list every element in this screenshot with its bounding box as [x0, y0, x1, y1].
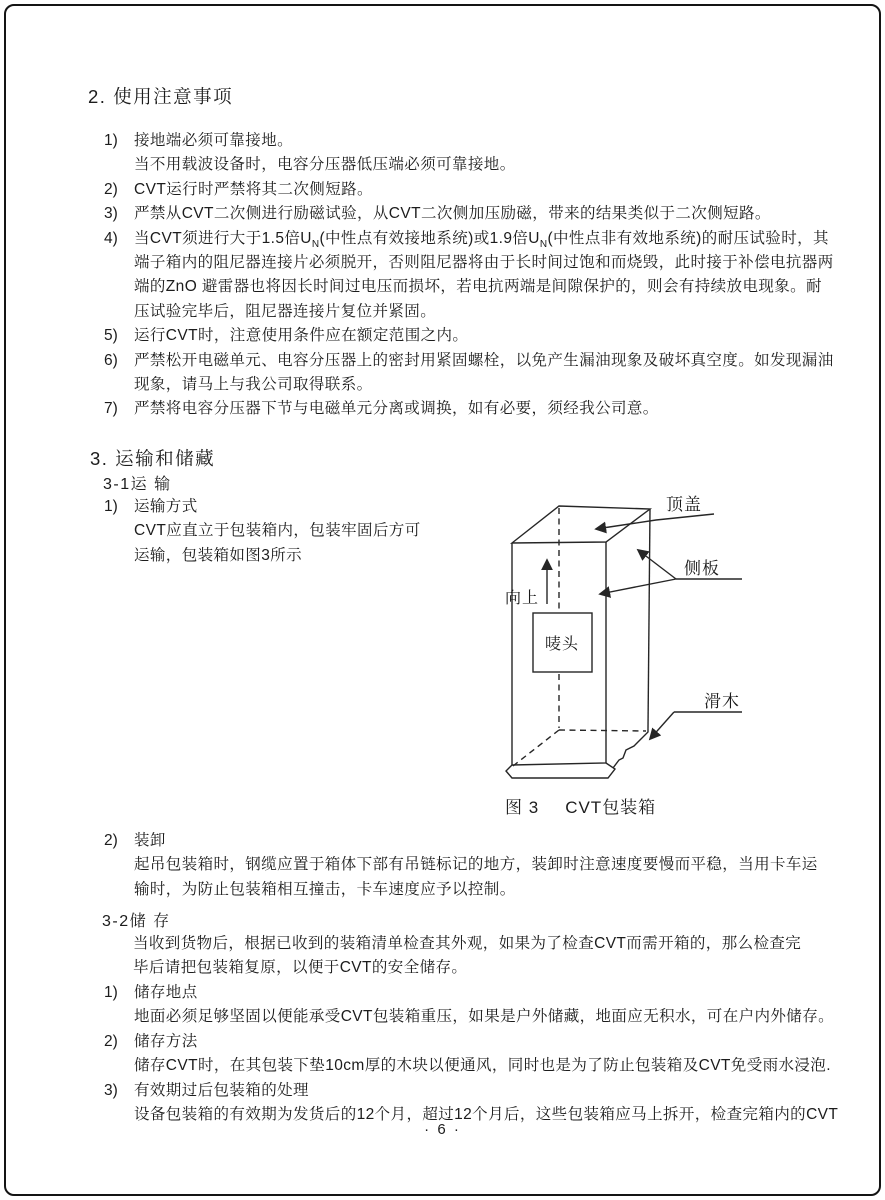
- item-number: 2): [104, 832, 118, 849]
- item-body: [134, 349, 834, 398]
- item-number: 3): [104, 1081, 118, 1099]
- item-body: [134, 397, 659, 421]
- figure-label-upward: 向上: [505, 590, 540, 607]
- item-number: 1): [104, 984, 118, 1001]
- leader-side-panel-2: [600, 579, 676, 594]
- list-item: [104, 397, 834, 421]
- transport-method-item: [104, 495, 421, 568]
- item-number: 5): [104, 327, 118, 345]
- hidden-edge-bottom-back: [559, 730, 646, 731]
- item-number: 7): [104, 400, 118, 418]
- item-body: [134, 495, 421, 568]
- hidden-edge-bottom-left: [513, 730, 559, 766]
- item-line: 接地端必须可靠接地。: [134, 132, 294, 149]
- item-body: [134, 324, 468, 348]
- list-item: [104, 981, 838, 1030]
- item-line: 储存方法: [134, 1032, 198, 1050]
- list-item: [104, 495, 421, 568]
- item-number: 2): [104, 180, 118, 198]
- item-line: 输时，为防止包装箱相互撞击，卡车速度应予以控制。: [134, 880, 516, 898]
- item-number: 3): [104, 205, 118, 223]
- item-body: [134, 227, 834, 325]
- item-line: 当CVT须进行大于1.5倍$U_N$(中性点有效接地系统)或1.9倍$U_N$(中性点非有效地系统)的耐压试验时，其: [134, 229, 829, 250]
- page-number: · 6 ·: [424, 1121, 461, 1138]
- item-line: 储存CVT时，在其包装下垫10cm厚的木块以便通风，同时也是为了防止包装箱及CVT免受雨水浸泡.: [134, 1057, 831, 1075]
- item-line: 现象，请马上与我公司取得联系。: [134, 375, 373, 393]
- item-line: 地面必须足够坚固以便能承受CVT包装箱重压，如果是户外储藏，地面应无积水，可在户内外储存。: [134, 1008, 835, 1026]
- section-3-1-heading: 3-1运 输: [103, 476, 172, 493]
- item-number: 4): [104, 229, 118, 247]
- figure-packing-box: [460, 486, 830, 796]
- section-2-heading: 2. 使用注意事项: [88, 86, 234, 107]
- loading-unloading-item: [104, 829, 818, 902]
- section-3-heading: 3. 运输和储藏: [90, 448, 216, 469]
- storage-intro-line: 毕后请把包装箱复原，以便于CVT的安全储存。: [133, 959, 468, 977]
- item-line: 严禁从CVT二次侧进行励磁试验，从CVT二次侧加压励磁，带来的结果类似于二次侧短路。: [134, 205, 771, 223]
- figure-caption: [505, 793, 656, 818]
- item-body: [134, 981, 834, 1030]
- item-line: 运行CVT时，注意使用条件应在额定范围之内。: [134, 327, 469, 345]
- item-line: 端子箱内的阻尼器连接片必须脱开，否则阻尼器将由于长时间过饱和而烧毁，此时接于补偿电抗器两: [134, 253, 834, 271]
- item-body: [134, 1030, 831, 1079]
- figure-caption-number: 图 3: [505, 798, 540, 817]
- figure-label-top-cover: 顶盖: [666, 495, 702, 514]
- leader-skid: [650, 712, 674, 739]
- figure-label-skid: 滑木: [704, 692, 740, 711]
- list-item: [104, 129, 834, 178]
- storage-intro: [133, 932, 801, 981]
- list-item: [104, 178, 834, 202]
- item-body: [134, 178, 373, 202]
- item-body: [134, 829, 818, 902]
- storage-list: [104, 981, 838, 1127]
- leader-side-panel-1: [638, 550, 676, 579]
- item-body: [134, 202, 771, 226]
- leader-top-cover: [596, 514, 714, 529]
- item-number: 1): [104, 132, 118, 149]
- item-line: 压试验完毕后，阻尼器连接片复位并紧固。: [134, 302, 437, 320]
- skid-right: [613, 729, 648, 768]
- section-3-2-heading: 3-2储 存: [102, 913, 171, 930]
- list-item: [104, 1030, 838, 1079]
- item-line: 端的ZnO 避雷器也将因长时间过电压而损坏，若电抗两端是间隙保护的，则会有持续放电现象。耐: [134, 278, 822, 296]
- item-line: 有效期过后包装箱的处理: [134, 1081, 309, 1099]
- item-line: 运输，包装箱如图3所示: [134, 546, 303, 564]
- item-line: 严禁将电容分压器下节与电磁单元分离或调换，如有必要，须经我公司意。: [134, 400, 659, 418]
- item-body: [134, 129, 516, 178]
- storage-intro-line: 当收到货物后，根据已收到的装箱清单检查其外观，如果为了检查CVT而需开箱的，那么检查完: [133, 935, 802, 952]
- item-line: 设备包装箱的有效期为发货后的12个月，超过12个月后，这些包装箱应马上拆开，检查完箱内的CVT: [134, 1105, 839, 1123]
- item-line: CVT应直立于包装箱内，包装牢固后方可: [134, 522, 421, 540]
- figure-label-mark: 唛头: [544, 636, 580, 653]
- list-item: [104, 227, 834, 325]
- item-line: 严禁松开电磁单元、电容分压器上的密封用紧固螺栓，以免产生漏油现象及破坏真空度。如发现漏油: [134, 351, 834, 369]
- list-item: [104, 829, 818, 902]
- item-line: 储存地点: [134, 984, 198, 1001]
- list-item: [104, 349, 834, 398]
- item-number: 2): [104, 1032, 118, 1050]
- item-number: 6): [104, 351, 118, 369]
- list-item: [104, 324, 834, 348]
- figure-label-side-panel: 侧板: [684, 559, 720, 578]
- box-right-edge: [648, 509, 650, 729]
- item-line: 起吊包装箱时，钢缆应置于箱体下部有吊链标记的地方，装卸时注意速度要慢而平稳，当用卡车运: [134, 856, 818, 874]
- item-line: 装卸: [134, 832, 166, 849]
- list-item: [104, 202, 834, 226]
- usage-notes-list: [104, 129, 834, 422]
- item-number: 1): [104, 498, 118, 515]
- item-line: 当不用载波设备时，电容分压器低压端必须可靠接地。: [134, 156, 516, 174]
- item-line: 运输方式: [134, 498, 198, 515]
- figure-caption-title: CVT包装箱: [565, 798, 657, 817]
- item-line: CVT运行时严禁将其二次侧短路。: [134, 180, 373, 198]
